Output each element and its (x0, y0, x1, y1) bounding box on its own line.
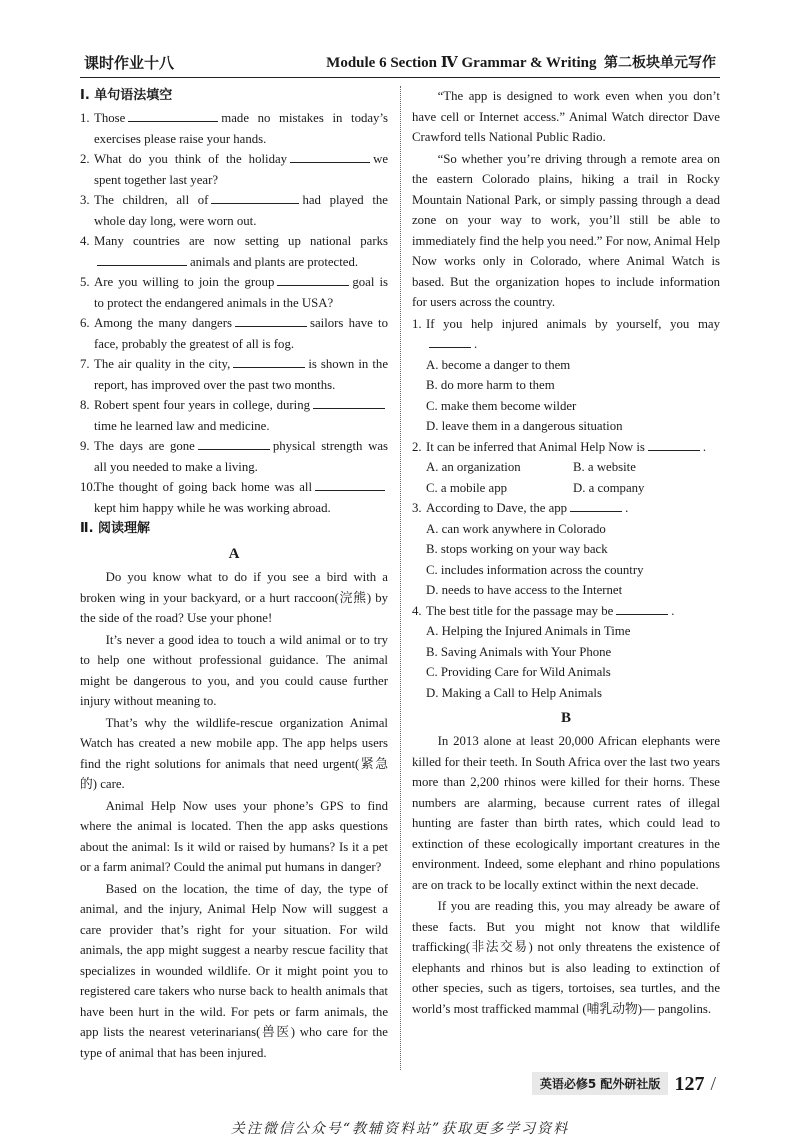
grammar-question (80, 272, 388, 313)
answer-blank[interactable] (97, 253, 187, 266)
reading-question (412, 601, 720, 622)
reading-question (412, 437, 720, 458)
answer-option[interactable]: A. can work anywhere in Colorado (426, 521, 606, 536)
question-number: 8. (80, 398, 90, 412)
grammar-question (80, 108, 388, 149)
passage-a-title: A (228, 546, 240, 562)
question-end: . (702, 439, 707, 454)
answer-blank[interactable] (648, 438, 700, 451)
book-label: 英语必修5 配外研社版 (532, 1072, 669, 1095)
question-stem: According to Dave, the app (426, 501, 568, 515)
passage-a-paragraph: Based on the location, the time of day, the type of animal, and the injury, Animal Help Now will suggest a care provider that’s right for your situation. For wild animals, the app might suggest a nearby rescue facility that specializes in wounded wildlife. Or it might point you to registered care takers who nurse back to health animals that have been hurt in the wild. For pets or farm animals, the app lists the nearest veterinarians(兽医) who care for the type of animal that has been injured. (80, 881, 388, 1060)
question-number: 7. (80, 357, 90, 371)
question-end: . (474, 337, 478, 351)
answer-blank[interactable] (198, 437, 270, 450)
answer-blank[interactable] (616, 602, 668, 615)
left-column (80, 86, 388, 1064)
page-number: 127 (674, 1073, 705, 1095)
question-text-after: animals and plants are protected. (190, 254, 359, 269)
answer-option[interactable]: D. leave them in a dangerous situation (426, 419, 623, 433)
module-title-cn: 第二板块单元写作 (604, 55, 716, 71)
reading-question (412, 314, 720, 355)
question-text-before: Those (94, 111, 126, 125)
answer-blank[interactable] (277, 273, 349, 286)
answer-option[interactable]: B. a website (573, 460, 636, 474)
question-text-after: time he learned law and medicine. (94, 418, 270, 433)
question-text-after: physical strength was all you needed to make a living. (94, 439, 388, 474)
question-number: 6. (80, 316, 90, 330)
answer-blank[interactable] (233, 355, 305, 368)
question-text-before: What do you think of the holiday (94, 152, 288, 166)
question-stem: The best title for the passage may be (426, 603, 614, 618)
grammar-question (80, 395, 388, 436)
question-number: 3. (412, 501, 422, 515)
grammar-question (80, 477, 388, 518)
question-number: 9. (80, 439, 90, 453)
question-text-before: Are you willing to join the group (94, 275, 275, 289)
answer-option[interactable]: C. includes information across the country (426, 562, 644, 577)
passage-a-paragraph: That’s why the wildlife-rescue organization Animal Watch has created a new mobile app. The app helps users find the right solutions for animals that need urgent(紧急的) care. (80, 715, 388, 791)
page-header (0, 0, 800, 84)
passage-a-paragraph: Do you know what to do if you see a bird with a broken wing in your backyard, or a hurt raccoon(浣熊) by the side of the road? Use your phone! (80, 570, 388, 625)
answer-option[interactable]: D. a company (573, 480, 645, 495)
question-number: 3. (80, 193, 90, 207)
answer-option[interactable]: B. stops working on your way back (426, 542, 608, 556)
passage-a-paragraph: “So whether you’re driving through a remote area on the eastern Colorado plains, hiking a trail in Rocky Mountain National Park, or simply passing through a dead zone on your way to work, you’ll still be able to immediately find the help you need.” For now, Animal Help Now works only in Colorado, where Animal Watch is based. But the organization hopes to include information for users across the country. (412, 151, 721, 309)
question-text-before: The children, all of (94, 193, 209, 207)
question-number: 5. (80, 275, 90, 289)
grammar-question (80, 149, 388, 190)
question-number: 4. (412, 603, 422, 618)
answer-option[interactable]: C. make them become wilder (426, 398, 577, 413)
answer-blank[interactable] (570, 499, 622, 512)
answer-option[interactable]: D. needs to have access to the Internet (426, 583, 623, 597)
question-text-before: Robert spent four years in college, during (94, 398, 310, 412)
question-text-after: sailors have to face, probably the greatest of all is fog. (94, 316, 388, 351)
grammar-question (80, 354, 388, 395)
reading-question (412, 498, 720, 519)
question-number: 1. (80, 111, 90, 125)
section2-title: Ⅱ. 阅读理解 (80, 521, 151, 536)
header-rule (80, 77, 720, 78)
question-text-before: The days are gone (94, 439, 195, 453)
answer-blank[interactable] (211, 191, 299, 204)
answer-blank[interactable] (315, 478, 385, 491)
question-text-before: The thought of going back home was all (94, 480, 312, 494)
answer-blank[interactable] (128, 109, 218, 122)
question-text-before: Among the many dangers (94, 316, 232, 330)
module-title-en: Module 6 Section Ⅳ Grammar & Writing (326, 55, 597, 71)
option-row (412, 457, 720, 478)
passage-b-paragraph: If you are reading this, you may already be aware of these facts. But you might not know that wildlife trafficking(非法交易) not only threatens the existence of elephants and rhinos but is also leading to extinction of other species, such as tigers, tortoises, sea turtles, and the world’s most trafficked mammal (哺乳动物)— pangolins. (412, 899, 720, 1016)
option-row (412, 478, 720, 499)
answer-option[interactable]: B. Saving Animals with Your Phone (426, 644, 612, 659)
passage-b-paragraph: In 2013 alone at least 20,000 African elephants were killed for their teeth. In South Africa over the last two years more than 2,200 rhinos were killed for their horns. These numbers are alarming, because current rates of illegal hunting are faster than birth rates, which could lead to extinction of these ecologically important creatures in the environment. Indeed, some elephant and rhino populations are on track to be locally extinct within the next decade. (412, 734, 720, 892)
answer-blank[interactable] (429, 335, 471, 348)
question-text-before: The air quality in the city, (94, 357, 231, 371)
column-divider (400, 86, 401, 1070)
grammar-question (80, 231, 388, 272)
page-footer (532, 1072, 716, 1095)
answer-option[interactable]: A. an organization (426, 460, 521, 474)
answer-option[interactable]: A. Helping the Injured Animals in Time (426, 624, 631, 638)
passage-a-paragraph: It’s never a good idea to touch a wild animal or to try to help one without professional guidance. The animal might be dangerous to you, and you could cause further injury without meaning to. (80, 632, 388, 708)
question-end: . (625, 501, 629, 515)
answer-blank[interactable] (313, 396, 385, 409)
passage-a-questions (412, 314, 720, 704)
question-text-after: had played the whole day long, were worn out. (94, 193, 388, 228)
question-number: 1. (412, 316, 422, 331)
question-number: 10. (80, 480, 96, 494)
passage-a-paragraph: Animal Help Now uses your phone’s GPS to find where the animal is located. Then the app asks questions about the animal: Is it wild or raised by humans? Is it a pet or a farm animal? Could the animal put humans in danger? (80, 798, 388, 874)
grammar-question (80, 190, 388, 231)
question-stem: If you help injured animals by yourself, you may (426, 316, 720, 331)
question-end: . (671, 603, 675, 618)
question-text-after: made no mistakes in today’s exercises please raise your hands. (94, 111, 388, 146)
module-title (326, 52, 716, 72)
grammar-fill-list (80, 108, 388, 518)
grammar-question (80, 313, 388, 354)
page-slash: / (710, 1073, 716, 1095)
lesson-title: 课时作业十八 (84, 54, 175, 72)
question-number: 2. (80, 152, 90, 166)
answer-blank[interactable] (290, 150, 370, 163)
answer-option[interactable]: A. become a danger to them (426, 357, 571, 372)
passage-a-paragraph: “The app is designed to work even when you don’t have cell or Internet access.” Animal Watch director Dave Crawford tells National Public Radio. (412, 89, 720, 144)
answer-option[interactable]: C. a mobile app (426, 480, 508, 495)
answer-option[interactable]: D. Making a Call to Help Animals (426, 685, 602, 700)
section1-title: Ⅰ. 单句语法填空 (80, 88, 173, 103)
question-text-after: goal is to protect the endangered animals in the USA? (94, 275, 388, 310)
question-text-after: is shown in the report, has improved over the past two months. (94, 357, 388, 392)
question-text-after: kept him happy while he was working abroad. (94, 500, 331, 515)
question-text-before: Many countries are now setting up national parks (94, 234, 388, 248)
question-stem: It can be inferred that Animal Help Now is (426, 439, 645, 454)
answer-option[interactable]: C. Providing Care for Wild Animals (426, 665, 611, 679)
watermark-text: 关注微信公众号“教辅资料站”获取更多学习资料 (230, 1121, 570, 1137)
right-column (412, 86, 720, 1020)
passage-b-title: B (560, 710, 571, 726)
answer-option[interactable]: B. do more harm to them (426, 378, 555, 392)
grammar-question (80, 436, 388, 477)
question-number: 2. (412, 439, 422, 454)
question-text-after: we spent together last year? (94, 152, 388, 187)
question-number: 4. (80, 234, 90, 248)
answer-blank[interactable] (235, 314, 307, 327)
